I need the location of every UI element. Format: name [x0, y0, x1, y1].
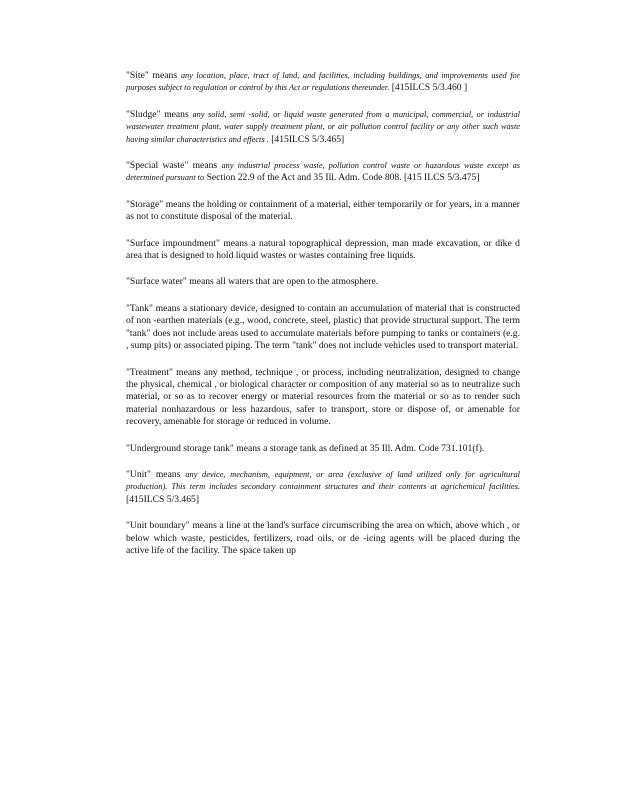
definition-body-italic: any device, mechanism, equipment, or area (exclusive of land utilized only for agricultural production). This term includes secondary containment structures and their contents at agrichemical facilities. — [126, 469, 520, 492]
means-word: means — [165, 198, 191, 210]
means-word: means — [164, 108, 189, 120]
definition-body: all waters that are open to the atmosphere. — [216, 276, 379, 288]
term: "Site" — [126, 70, 149, 81]
citation: [415ILCS 5/3.460 ] — [391, 82, 468, 94]
means-word: means — [152, 70, 178, 81]
means-word: means — [223, 237, 248, 249]
definition-body: a natural topographical depression, man made excavation, or dike d area that is designed to hold liquid wastes or wastes containing free liquids. — [126, 237, 520, 262]
definition-body: a line at the land's surface circumscribing the area on which, above which , or below which waste, pesticides, fertilizers, road oils, or de -icing agents will be placed during the active life of the facility. The space taken up — [126, 520, 520, 556]
means-word: means — [192, 160, 218, 172]
definition-surface-water — [126, 276, 520, 288]
term: "Special waste" — [126, 160, 189, 172]
term: "Underground storage tank" — [126, 442, 234, 454]
definition-sludge — [126, 109, 520, 146]
means-word: means — [155, 302, 181, 314]
definition-body-italic: any solid, semi -solid, or liquid waste generated from a municipal, commercial, or industrial wastewater treatment plant, water supply treatment plant, or air pollution control facility or any other such waste having similar characteristics and effects . — [126, 109, 520, 144]
means-word: means — [236, 442, 261, 454]
definition-tank — [126, 303, 520, 353]
term: "Treatment" — [126, 366, 173, 378]
definition-site — [126, 70, 520, 95]
term: "Unit boundary" — [126, 520, 190, 532]
definition-body: Section 22.9 of the Act and 35 Ill. Adm. Code 808. — [206, 172, 402, 184]
term: "Surface water" — [126, 276, 187, 288]
definition-body: any method, technique , or process, including neutralization, designed to change the physical, chemical , or biological character or composition of any material so as to neutralize such material, or so as to recover energy or material resources from the material or so as to render such material nonhazardous or less hazardous, safer to transport, store or dispose of, or amenable for recovery, amenable for storage or reduced in volume. — [126, 366, 520, 428]
definition-body-italic: any industrial process waste, pollution control waste or hazardous waste except as determined pursuant to — [126, 161, 521, 183]
citation: [415 ILCS 5/3.475] — [404, 172, 480, 184]
definition-underground-storage-tank — [126, 443, 520, 455]
term: "Surface impoundment" — [126, 237, 220, 249]
term: "Storage" — [126, 198, 164, 210]
term: "Sludge" — [126, 108, 161, 120]
term: "Tank" — [126, 302, 153, 314]
definition-special-waste — [126, 160, 520, 185]
definition-unit — [126, 469, 520, 506]
means-word: means — [192, 520, 217, 532]
definition-body: a stationary device, designed to contain an accumulation of material that is constructed of non -earthen materials (e.g., wood, concrete, steel, plastic) that provide structural support. The term "tank" does not include areas used to accumulate materials before pumping to tanks or containers (e.g. , sump pits) or associated piping. The term "tank" does not include vehicles used to transport material. — [126, 302, 520, 352]
citation: [415ILCS 5/3.465] — [271, 133, 345, 145]
definition-body-italic: any location, place, tract of land, and facilities, including buildings, and improvements used for purposes subject to regulation or control by this Act or regulations thereunder. — [126, 71, 520, 93]
means-word: means — [176, 366, 201, 378]
term: "Unit" — [126, 468, 151, 480]
definition-storage — [126, 199, 520, 224]
definitions-list — [126, 70, 520, 571]
definition-body: a storage tank as defined at 35 Ill. Adm. Code 731.101(f). — [263, 442, 485, 454]
means-word: means — [189, 276, 214, 288]
definition-body: the holding or containment of a material, either temporarily or for years, in a manner as not to constitute disposal of the material. — [126, 198, 520, 223]
definition-treatment — [126, 367, 520, 429]
definition-surface-impoundment — [126, 238, 520, 263]
means-word: means — [155, 468, 181, 480]
definition-unit-boundary — [126, 520, 520, 557]
citation: [415ILCS 5/3.465] — [126, 493, 200, 505]
